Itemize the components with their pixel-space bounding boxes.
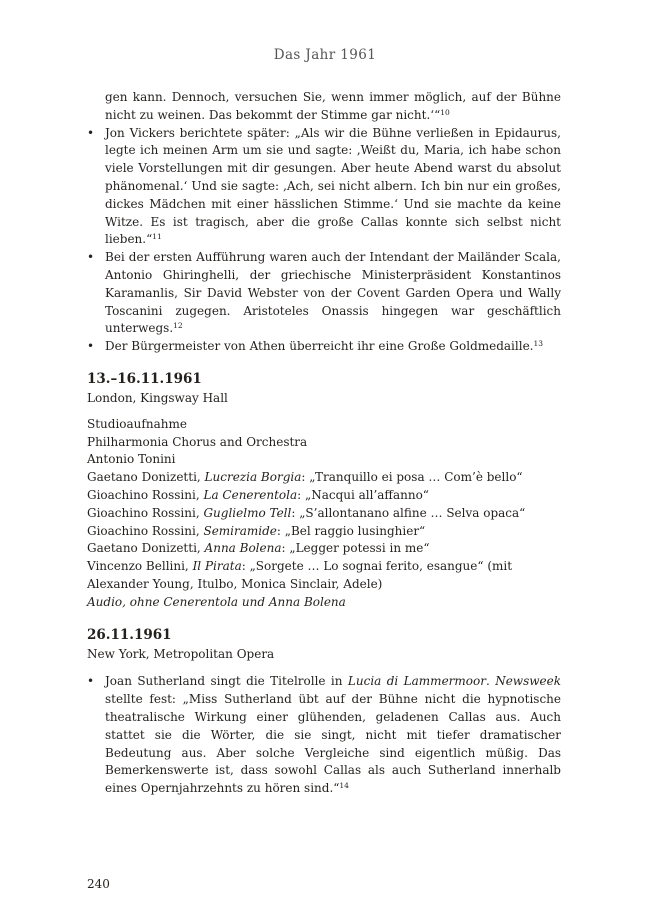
footnote-ref: 13: [533, 339, 544, 349]
intro-text: gen kann. Dennoch, versuchen Sie, wenn immer möglich, auf der Bühne nicht zu weinen. Das bekommt der Stimme gar nicht.‘“: [105, 90, 561, 122]
audio-note: Audio, ohne Cenerentola und Anna Bolena: [87, 594, 346, 609]
list-item-text: Jon Vickers berichtete später: „Als wir die Bühne verließen in Epidaurus, legte ich meinen Arm um sie und sagte: ‚Weißt du, Maria, ich habe schon viele Vorstellungen mit dir gesungen. Aber heute Abend warst du absolut phänomenal.‘ Und sie sagte: ‚Ach, sei nicht albern. Ich bin nur ein großes, dickes Mädchen mit einer hässlichen Stimme.‘ Und sie machte da keine Witze. Es ist tragisch, aber die große Callas konnte sich selbst nicht lieben.“: [105, 125, 561, 247]
composer: Gioachino Rossini,: [87, 505, 204, 520]
work-title: Lucia di Lammermoor: [347, 674, 486, 689]
section-date-heading: 26.11.1961: [87, 626, 172, 643]
aria: : „Nacqui all’affanno“: [297, 487, 429, 502]
section-place: New York, Metropolitan Opera: [87, 646, 275, 661]
list-item-text: Joan Sutherland singt die Titelrolle in: [105, 674, 348, 689]
recording-line: [87, 523, 561, 541]
page-body: [87, 89, 561, 798]
bullet-icon: •: [87, 125, 95, 140]
bullet-icon: •: [87, 250, 95, 265]
aria: : „Sorgete … Lo sognai ferito, esangue“ (mit Alexander Young, Itulbo, Monica Sinclair, Adele): [87, 559, 513, 591]
list-item: [87, 338, 561, 356]
composer: Gaetano Donizetti,: [87, 541, 205, 556]
section-place: London, Kingsway Hall: [87, 390, 228, 405]
recording-line: [87, 469, 561, 487]
line-text: Antonio Tonini: [87, 452, 176, 467]
list-item-text: Der Bürgermeister von Athen überreicht ihr eine Große Goldmedaille.: [105, 339, 534, 354]
aria: : „Bel raggio lusinghier“: [276, 523, 426, 538]
list-item-text: stellte fest: „Miss Sutherland übt auf der Bühne nicht die hypnotische theatralische Wirkung einer glühenden, geladenen Callas aus. Auch stattet sie die Wörter, die sie singt, nicht mit tiefer dramatischer Bedeutung aus. Aber solche Vergleiche sind eigentlich müßig. Das Bemerkenswerte ist, dass sowohl Callas als auch Sutherland innerhalb eines Opernjahrzehnts zu hören sind.“: [105, 692, 561, 796]
work-title: Semiramide: [203, 523, 277, 538]
list-item-text: Bei der ersten Aufführung waren auch der Intendant der Mailänder Scala, Antonio Ghiringhelli, der griechische Ministerpräsident Konstantinos Karamanlis, Sir David Webster von der Covent Garden Opera und Wally Toscanini zugegen. Aristoteles Onassis hingegen war geschäftlich unterwegs.: [105, 250, 561, 336]
recording-line: [87, 540, 561, 558]
aria: : „Legger potessi in me“: [281, 541, 430, 556]
recording-line: [87, 558, 561, 594]
recording-line: [87, 434, 561, 452]
recording-details: [87, 416, 561, 612]
aria: : „Tranquillo ei posa … Com’è bello“: [301, 470, 523, 485]
list-item: [87, 249, 561, 338]
footnote-ref: 11: [152, 232, 162, 242]
recording-line: [87, 416, 561, 434]
footnote-ref: 14: [339, 781, 349, 791]
recording-line: [87, 487, 561, 505]
work-title: Anna Bolena: [204, 541, 282, 556]
line-text: Studioaufnahme: [87, 416, 187, 431]
composer: Vincenzo Bellini,: [87, 559, 193, 574]
list-item: [87, 125, 561, 250]
recording-line: [87, 451, 561, 469]
bullet-icon: •: [87, 339, 95, 354]
work-title: Guglielmo Tell: [203, 505, 292, 520]
continued-paragraph: [87, 89, 561, 125]
footnote-ref: 10: [440, 107, 450, 117]
list-item: [87, 673, 561, 798]
recording-line: [87, 505, 561, 523]
footnote-ref: 12: [173, 321, 183, 331]
bullet-icon: •: [87, 674, 95, 689]
list-item-text: .: [485, 674, 496, 689]
aria: : „S’allontanano alfine … Selva opaca“: [291, 505, 526, 520]
work-title: La Cenerentola: [203, 487, 298, 502]
page-number: 240: [87, 877, 110, 891]
work-title: Il Pirata: [192, 559, 242, 574]
line-text: Philharmonia Chorus and Orchestra: [87, 434, 308, 449]
running-head: Das Jahr 1961: [273, 47, 377, 63]
work-title: Lucrezia Borgia: [204, 470, 302, 485]
composer: Gaetano Donizetti,: [87, 470, 205, 485]
composer: Gioachino Rossini,: [87, 487, 204, 502]
section-date-heading: 13.–16.11.1961: [87, 370, 202, 387]
magazine-title: Newsweek: [495, 674, 561, 689]
composer: Gioachino Rossini,: [87, 523, 204, 538]
